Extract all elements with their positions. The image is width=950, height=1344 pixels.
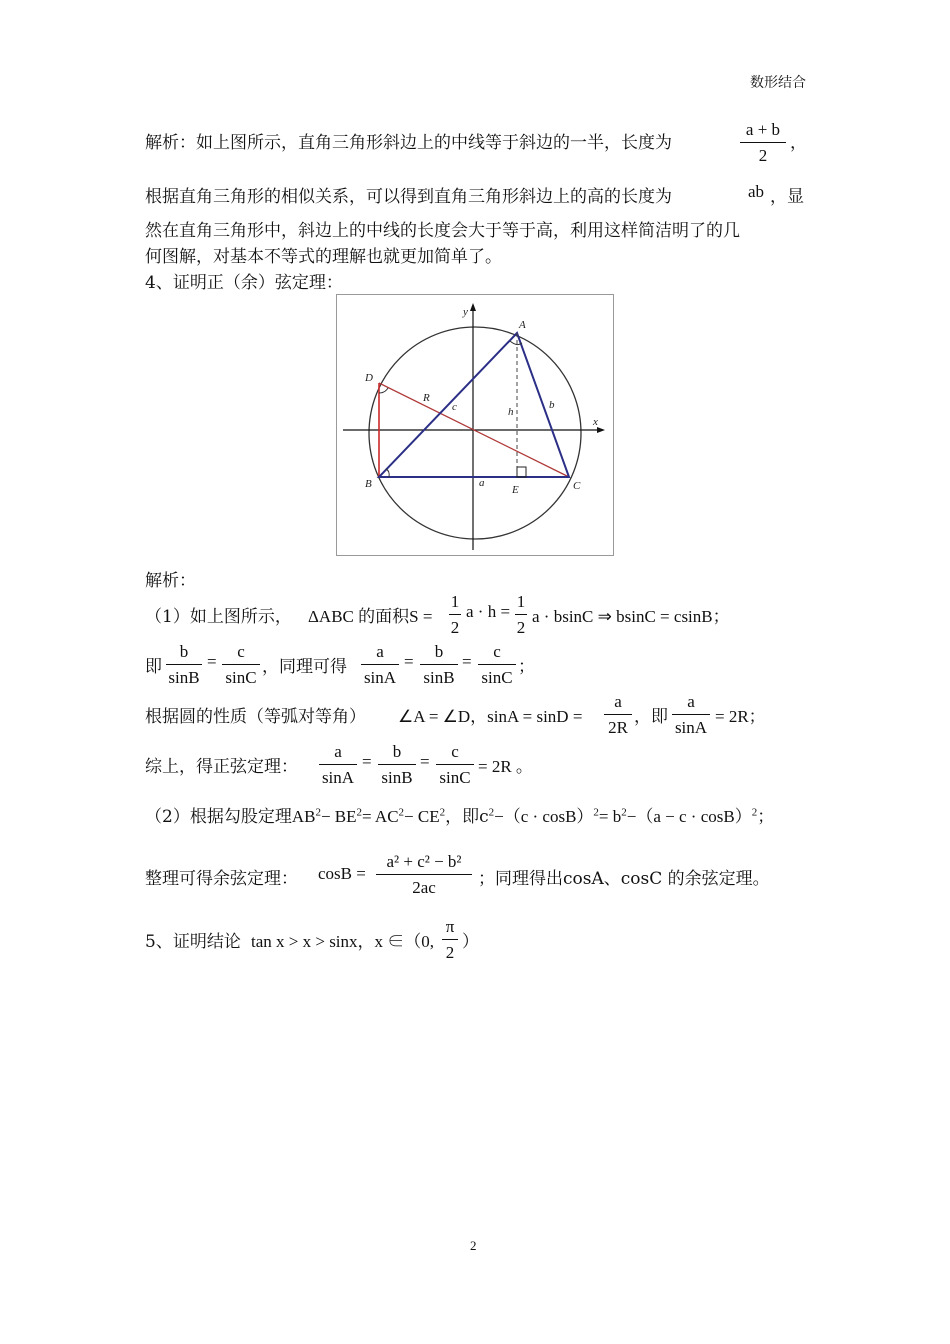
analysis-l5-sup3: 2 (398, 806, 405, 819)
para1-line1-text: 解析：如上图所示，直角三角形斜边上的中线等于斜边的一半，长度为 (145, 133, 672, 153)
analysis-l6-end: ；同理得出cosA、cosC 的余弦定理。 (478, 869, 770, 889)
analysis-l3-f1-den: 2R (608, 718, 628, 737)
analysis-l5-p8: −（a − c · cosB） (626, 807, 752, 826)
label-y: y (463, 306, 468, 318)
analysis-l5-p3: = AC (362, 807, 399, 826)
fraction-bar (478, 664, 516, 665)
label-d-vertex: D (365, 372, 373, 384)
header-title: 数形结合 (750, 75, 806, 91)
analysis-l5-p2: − BE (320, 807, 357, 826)
analysis-l2-ji: 即 (145, 657, 162, 677)
analysis-l5 (145, 802, 774, 827)
analysis-l6-text: 整理可得余弦定理： (145, 869, 298, 889)
analysis-l2-f1-den: sinB (168, 668, 200, 687)
analysis-l5-sup6: 2 (593, 806, 599, 819)
analysis-l5-sup5: 2 (488, 806, 495, 819)
analysis-l5-end: ； (757, 807, 775, 827)
analysis-l2-f5-den: sinC (481, 668, 513, 687)
label-side-c: c (452, 401, 457, 413)
analysis-l4-frac1 (317, 742, 359, 788)
analysis-l4-f3-num: c (451, 742, 459, 761)
analysis-l4-text: 综上，得正弦定理： (145, 757, 298, 777)
analysis-l1-f1-num: 1 (450, 592, 460, 611)
analysis-l6-frac (374, 852, 474, 898)
circumcircle (369, 327, 581, 539)
analysis-l4-f2-den: sinB (381, 768, 413, 787)
analysis-l5-prefix: （2）根据勾股定理 (145, 807, 292, 827)
analysis-l1-expr3: a · bsinC ⇒ bsinC = csinB； (532, 607, 730, 626)
para1-line2 (145, 182, 672, 207)
analysis-l2-f1-num: b (179, 642, 189, 661)
section5-frac (440, 917, 460, 963)
fraction-bar (376, 874, 472, 875)
analysis-l6-num: a² + c² − b² (386, 852, 462, 871)
label-side-b: b (549, 399, 555, 411)
fraction-bar (319, 764, 357, 765)
analysis-l3-f2-den: sinA (674, 718, 708, 737)
fraction-bar (420, 664, 458, 665)
analysis-l4-f1-num: a (334, 742, 342, 761)
label-x: x (593, 416, 598, 428)
fraction-bar (515, 614, 527, 615)
triangle-abc (379, 333, 569, 477)
para1-fraction (738, 120, 788, 166)
analysis-l2-f2-num: c (237, 642, 245, 661)
fraction-bar (740, 142, 786, 143)
analysis-l4-f3-den: sinC (439, 768, 471, 787)
para1-line1-end: ， (790, 133, 807, 153)
analysis-l5-p4: − CE (404, 807, 440, 826)
analysis-l1-expr2: a · h = (466, 602, 511, 621)
analysis-l3-frac1 (602, 692, 634, 738)
analysis-l5-sup4: 2 (439, 806, 446, 819)
analysis-l2-frac5 (476, 642, 518, 688)
analysis-l5-p5: ，即c (445, 807, 489, 827)
analysis-l1-f2-num: 1 (516, 592, 526, 611)
analysis-l2-frac2 (220, 642, 262, 688)
para1-line4: 何图解，对基本不等式的理解也就更加简单了。 (145, 247, 502, 267)
para1-frac-den: 2 (758, 146, 768, 165)
analysis-l1-prefix: （1）如上图所示， (145, 607, 292, 627)
section5-frac-den: 2 (445, 943, 455, 962)
fraction-bar (361, 664, 399, 665)
label-height: h (508, 406, 514, 418)
fraction-bar (378, 764, 416, 765)
y-axis-arrow (470, 303, 476, 311)
analysis-l1-expr1: ΔABC 的面积S = (308, 607, 433, 626)
para1-line2-text: 根据直角三角形的相似关系，可以得到直角三角形斜边上的高的长度为 (145, 187, 672, 207)
angle-arc-d (379, 388, 388, 393)
label-e-foot: E (512, 484, 519, 496)
label-a-vertex: A (519, 319, 526, 331)
x-axis-arrow (597, 427, 605, 433)
section5-end: ） (462, 932, 479, 952)
label-side-a: a (479, 477, 485, 489)
analysis-l1-frac1 (447, 592, 463, 638)
analysis-l4-f2-num: b (392, 742, 402, 761)
analysis-l1-frac2 (513, 592, 529, 638)
analysis-l4-frac3 (434, 742, 476, 788)
para1-frac-num: a + b (745, 120, 781, 139)
analysis-l5-sup1: 2 (315, 806, 321, 819)
analysis-l2-frac4 (418, 642, 460, 688)
analysis-l2-f3-num: a (376, 642, 384, 661)
label-c-vertex: C (573, 480, 581, 492)
page-number: 2 (470, 1238, 477, 1253)
analysis-l4-eq2: = (420, 752, 430, 771)
analysis-l4-f1-den: sinA (321, 768, 355, 787)
analysis-l4-end: = 2R 。 (478, 757, 533, 776)
geometry-diagram (337, 295, 613, 555)
analysis-l6-expr: cosB = (318, 864, 366, 883)
para1-line1 (145, 128, 672, 153)
analysis-l2-text: ，同理可得 (262, 657, 347, 677)
fraction-bar (672, 714, 710, 715)
analysis-l5-p1: AB (291, 807, 316, 826)
para1-line2-end: ，显 (770, 187, 804, 207)
para1-line2-expr: ab (748, 182, 765, 201)
section5-text: 5、证明结论 (145, 932, 241, 952)
analysis-l5-p7: = b (598, 807, 622, 826)
analysis-l3-f2-num: a (687, 692, 695, 711)
analysis-l3-frac2 (670, 692, 712, 738)
analysis-l1-f1-den: 2 (450, 618, 460, 637)
analysis-l3-mid: ，即 (634, 707, 668, 727)
analysis-l1-f2-den: 2 (516, 618, 526, 637)
right-angle-mark (517, 467, 526, 477)
analysis-l5-sup7: 2 (621, 806, 627, 819)
analysis-l6-den: 2ac (412, 878, 436, 897)
analysis-l2-f5-num: c (493, 642, 501, 661)
section4-heading: 4、证明正（余）弦定理： (145, 273, 343, 293)
geometry-figure (336, 294, 614, 556)
fraction-bar (442, 939, 458, 940)
analysis-l2-f4-num: b (434, 642, 444, 661)
analysis-l5-p6: −（c · cosB） (494, 807, 594, 826)
analysis-title: 解析： (145, 571, 196, 591)
analysis-l2-eq1: = (207, 652, 217, 671)
fraction-bar (166, 664, 202, 665)
analysis-l2-f4-den: sinB (423, 668, 455, 687)
analysis-l4-frac2 (376, 742, 418, 788)
analysis-l3-f1-num: a (614, 692, 622, 711)
analysis-l4-eq1: = (362, 752, 372, 771)
analysis-l3-text: 根据圆的性质（等弧对等角） (145, 707, 366, 727)
fraction-bar (222, 664, 260, 665)
analysis-l2-eq2: = (404, 652, 414, 671)
label-b-vertex: B (365, 478, 372, 490)
analysis-l5-sup2: 2 (356, 806, 363, 819)
label-radius: R (423, 392, 430, 404)
section5-expr: tan x > x > sinx，x ∈（0, (251, 932, 435, 951)
analysis-l5-sup8: 2 (751, 806, 758, 819)
analysis-l2-f2-den: sinC (225, 668, 257, 687)
analysis-l2-end: ； (518, 657, 535, 677)
fraction-bar (449, 614, 461, 615)
analysis-l2-frac1 (164, 642, 204, 688)
fraction-bar (604, 714, 632, 715)
para1-line3: 然在直角三角形中，斜边上的中线的长度会大于等于高，利用这样简洁明了的几 (145, 221, 740, 241)
section5-frac-num: π (445, 917, 455, 936)
analysis-l2-eq3: = (462, 652, 472, 671)
analysis-l2-frac3 (359, 642, 401, 688)
analysis-l3-end: = 2R； (715, 707, 766, 726)
fraction-bar (436, 764, 474, 765)
analysis-l3-expr: ∠A = ∠D，sinA = sinD = (398, 707, 583, 726)
analysis-l2-f3-den: sinA (363, 668, 397, 687)
